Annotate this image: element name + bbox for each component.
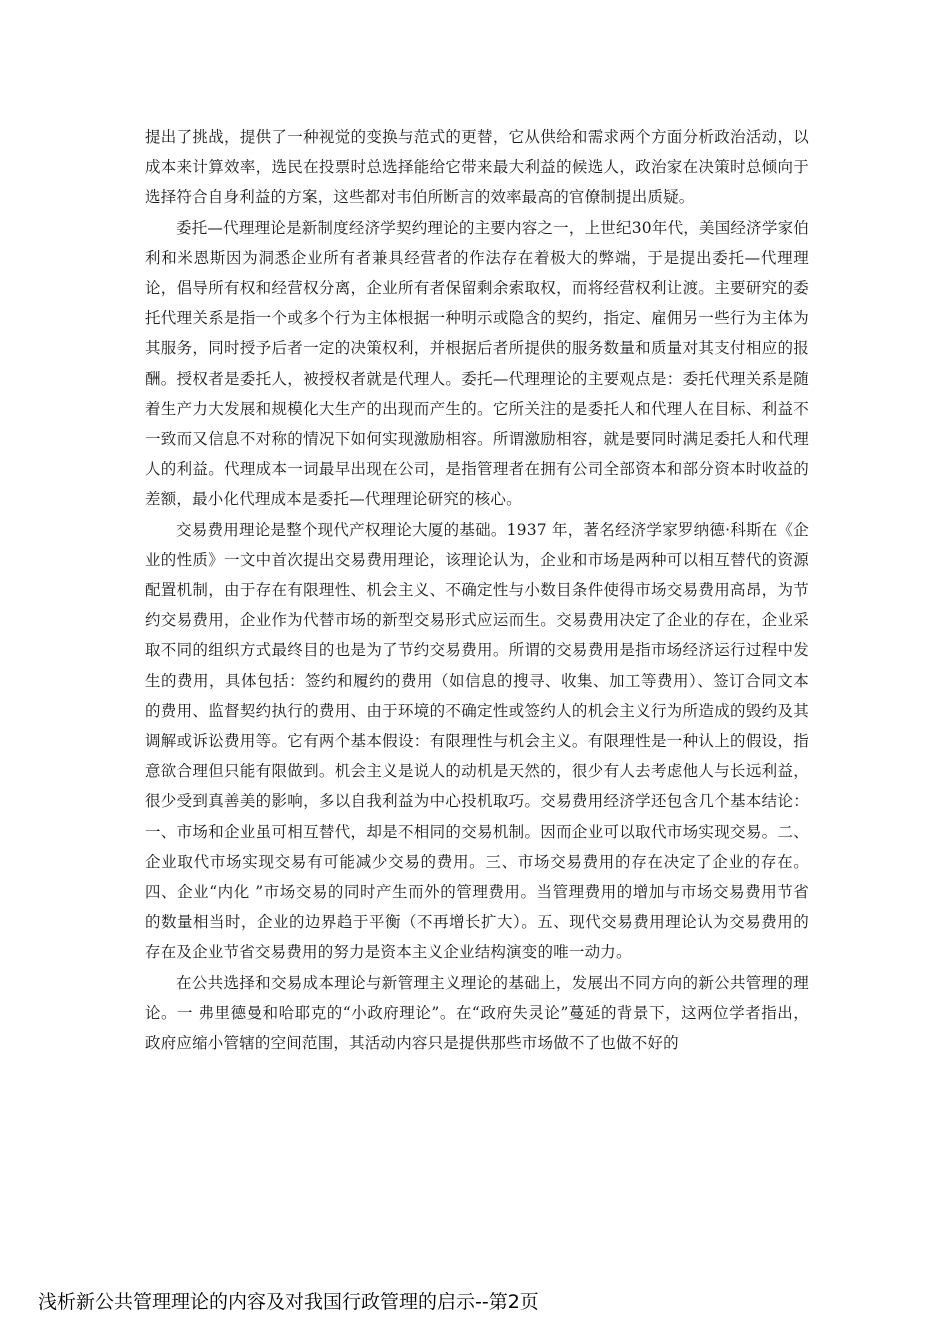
paragraph-transaction-cost-theory: 交易费用理论是整个现代产权理论大厦的基础。1937 年，著名经济学家罗纳德·科斯在《企业的性质》一文中首次提出交易费用理论，该理论认为，企业和市场是两种可以相互替代的资源配置机制，由于存在有限理性、机会主义、不确定性与小数目条件使得市场交易费用高昂，为节约交易费用，企业作为代替市场的新型交易形式应运而生。交易费用决定了企业的存在，企业采取不同的组织方式最终目的也是为了节约交易费用。所谓的交易费用是指市场经济运行过程中发生的费用，具体包括：签约和履约的费用（如信息的搜寻、收集、加工等费用）、签订合同文本的费用、监督契约执行的费用、由于环境的不确定性或签约人的机会主义行为所造成的毁约及其调解或诉讼费用等。它有两个基本假设：有限理性与机会主义。有限理性是一种认上的假设，指意欲合理但只能有限做到。机会主义是说人的动机是天然的，很少有人去考虑他人与长远利益，很少受到真善美的影响，多以自我利益为中心投机取巧。交易费用经济学还包含几个基本结论：一、市场和企业虽可相互替代，却是不相同的交易机制。因而企业可以取代市场实现交易。二、企业取代市场实现交易有可能减少交易的费用。三、市场交易费用的存在决定了企业的存在。四、企业“内化 ”市场交易的同时产生而外的管理费用。当管理费用的增加与市场交易费用节省的数量相当时，企业的边界趋于平衡（不再增长扩大）。五、现代交易费用理论认为交易费用的存在及企业节省交易费用的努力是资本主义企业结构演变的唯一动力。 xyxy=(145,520,809,962)
page-footer: 浅析新公共管理理论的内容及对我国行政管理的启示--第2页 xyxy=(38,1291,539,1313)
paragraph-principal-agent-theory: 委托—代理理论是新制度经济学契约理论的主要内容之一，上世纪30年代，美国经济学家伯利和米恩斯因为洞悉企业所有者兼具经营者的作法存在着极大的弊端，于是提出委托—代理理论，倡导所有权和经营权分离，企业所有者保留剩余索取权，而将经营权利让渡。主要研究的委托代理关系是指一个或多个行为主体根据一种明示或隐含的契约，指定、雇佣另一些行为主体为其服务，同时授予后者一定的决策权利，并根据后者所提供的服务数量和质量对其支付相应的报酬。授权者是委托人，被授权者就是代理人。委托—代理理论的主要观点是：委托代理关系是随着生产力大发展和规模化大生产的出现而产生的。它所关注的是委托人和代理人在目标、利益不一致而又信息不对称的情况下如何实现激励相容。所谓激励相容，就是要同时满足委托人和代理人的利益。代理成本一词最早出现在公司，是指管理者在拥有公司全部资本和部分资本时收益的差额，最小化代理成本是委托—代理理论研究的核心。 xyxy=(145,218,809,509)
paragraph-new-public-management: 在公共选择和交易成本理论与新管理主义理论的基础上，发展出不同方向的新公共管理的理论。一 弗里德曼和哈耶克的“小政府理论”。在“政府失灵论”蔓延的背景下，这两位学者指出，政府应缩小管辖的空间范围，其活动内容只是提供那些市场做不了也做不好的 xyxy=(145,973,809,1053)
document-body xyxy=(145,122,809,1058)
paragraph-continuation: 提出了挑战，提供了一种视觉的变换与范式的更替，它从供给和需求两个方面分析政治活动，以成本来计算效率，选民在投票时总选择能给它带来最大利益的候选人，政治家在决策时总倾向于选择符合自身利益的方案，这些都对韦伯所断言的效率最高的官僚制提出质疑。 xyxy=(145,128,809,207)
